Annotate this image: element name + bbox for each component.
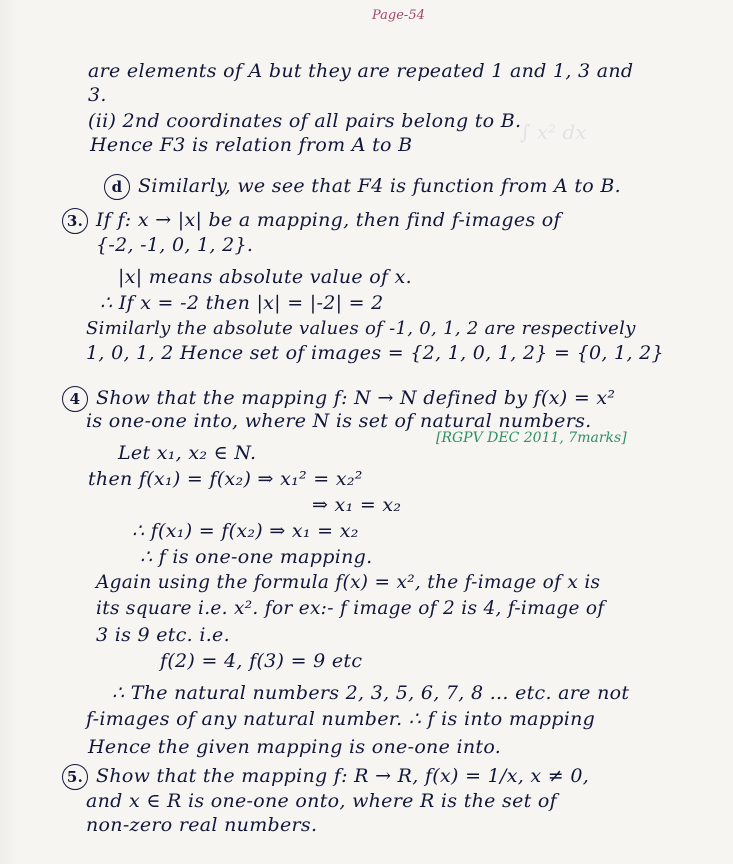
text-line: (ii) 2nd coordinates of all pairs belong to B. [88,110,522,132]
subpart-d [104,174,621,200]
text-line: are elements of A but they are repeated 1 and 1, 3 and [88,60,634,82]
text-line: f(2) = 4, f(3) = 9 etc [160,650,363,672]
text-line: its square i.e. x². for ex:- f image of 2 is 4, f-image of [96,598,605,619]
text-line: Hence F3 is relation from A to B [90,134,413,156]
subpart-marker: d [104,174,130,200]
text-line: ∴ If x = -2 then |x| = |-2| = 2 [100,292,384,314]
question-number-5: 5. [62,764,88,790]
question-5 [62,764,589,790]
text-line: f-images of any natural number. ∴ f is into mapping [86,708,596,730]
bleed-through-text: ∫ x² dx [520,120,587,144]
text-line: ⇒ x₁ = x₂ [312,494,402,516]
question-number-4: 4 [62,386,88,412]
question-4 [62,386,615,412]
text-line: then f(x₁) = f(x₂) ⇒ x₁² = x₂² [88,468,363,490]
text-line: is one-one into, where N is set of natural numbers. [86,410,592,432]
text-line: Show that the mapping f: N → N defined by f(x) = x² [96,387,616,409]
text-line: Show that the mapping f: R → R, f(x) = 1/x, x ≠ 0, [96,765,590,787]
source-annotation: [RGPV DEC 2011, 7marks] [436,430,627,446]
question-3 [62,208,561,234]
text-line: {-2, -1, 0, 1, 2}. [96,234,254,256]
text-line: ∴ f is one-one mapping. [140,546,373,568]
text-line: 1, 0, 1, 2 Hence set of images = {2, 1, 0, 1, 2} = {0, 1, 2} [86,342,664,364]
text-line: Similarly, we see that F4 is function from A to B. [138,175,621,197]
question-number-3: 3. [62,208,88,234]
text-line: non-zero real numbers. [86,814,318,836]
text-line: If f: x → |x| be a mapping, then find f-images of [96,209,561,231]
page-number: Page-54 [372,8,425,23]
text-line: Let x₁, x₂ ∈ N. [118,442,257,464]
text-line: 3 is 9 etc. i.e. [96,624,230,646]
text-line: |x| means absolute value of x. [118,266,413,288]
text-line: and x ∈ R is one-one onto, where R is the set of [86,790,557,812]
text-line: ∴ f(x₁) = f(x₂) ⇒ x₁ = x₂ [132,520,359,542]
text-line: 3. [88,84,107,106]
text-line: Again using the formula f(x) = x², the f-image of x is [96,572,601,593]
text-line: Similarly the absolute values of -1, 0, 1, 2 are respectively [86,318,636,339]
text-line: Hence the given mapping is one-one into. [88,736,502,758]
text-line: ∴ The natural numbers 2, 3, 5, 6, 7, 8 ... etc. are not [112,682,630,704]
